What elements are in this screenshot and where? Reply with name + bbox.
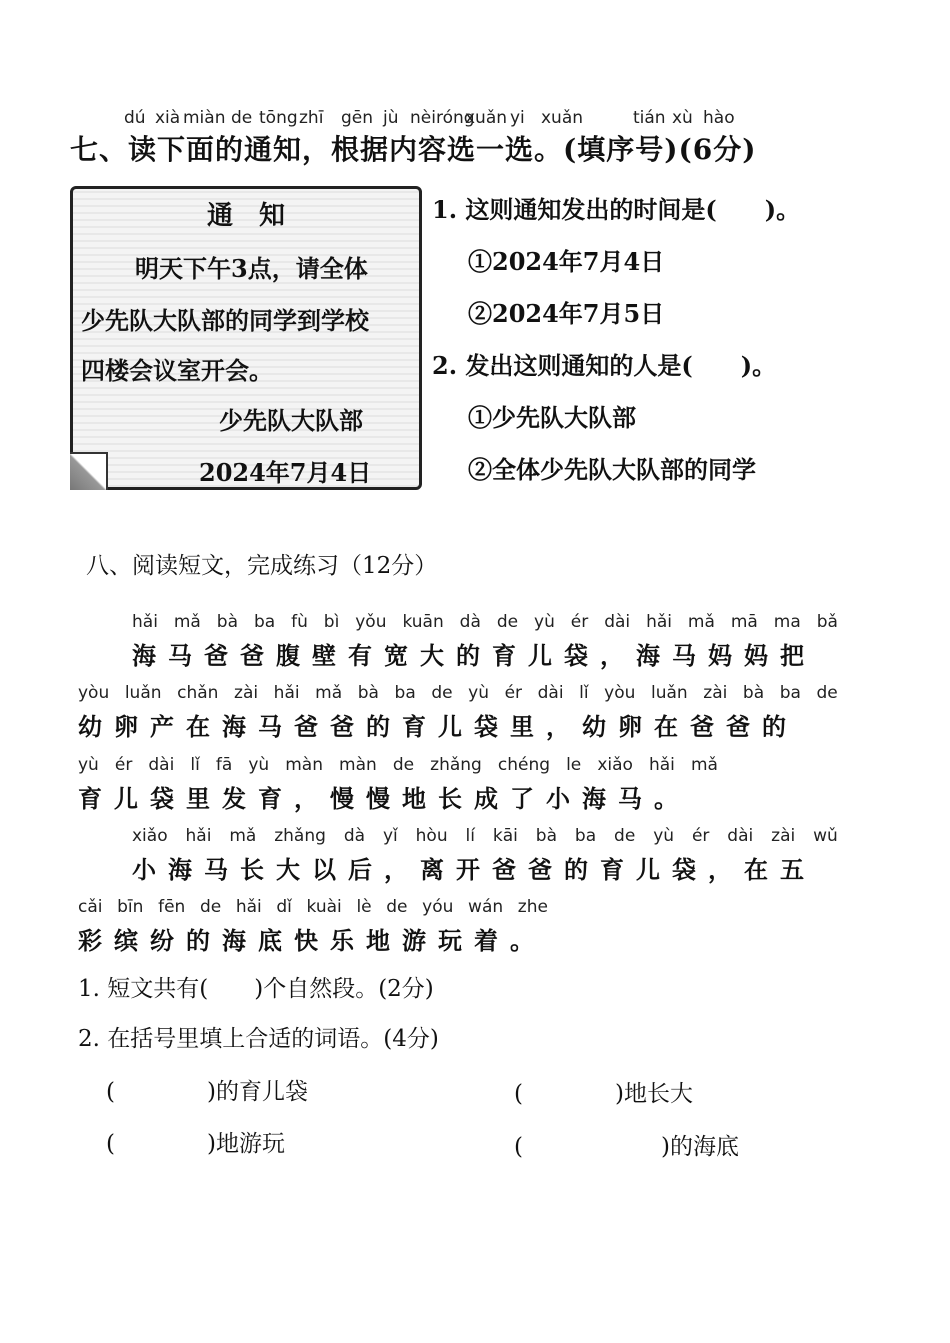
pinyin-syllable: xuǎn — [541, 108, 584, 128]
pinyin-syllable: de — [816, 683, 838, 703]
pinyin-row — [132, 612, 838, 632]
pinyin-syllable: lǐ — [190, 755, 200, 775]
pinyin-syllable: bǎ — [816, 612, 838, 632]
pinyin-syllable: xiǎo — [132, 826, 168, 846]
pinyin-syllable: le — [566, 755, 582, 775]
pinyin-syllable: hǎi — [235, 897, 262, 917]
pinyin-syllable: gēn — [341, 108, 374, 128]
pinyin-syllable: lí — [465, 826, 475, 846]
pinyin-syllable: zhǎng — [274, 826, 326, 846]
pinyin-syllable: dà — [343, 826, 366, 846]
pinyin-syllable: yi — [510, 108, 525, 128]
notice-line: 少先队大队部的同学到学校 — [81, 306, 369, 335]
pinyin-syllable: nèi — [410, 108, 436, 128]
pinyin-syllable: ér — [504, 683, 523, 703]
pinyin-syllable: dài — [148, 755, 175, 775]
section7-title: 七、读下面的通知，根据内容选一选。(填序号)(6分) — [70, 133, 757, 166]
fill-blank-3[interactable]: ( )地游玩 — [106, 1131, 285, 1157]
pinyin-syllable: miàn — [183, 108, 226, 128]
question-1-option-2[interactable]: ②2024年7月5日 — [468, 299, 665, 328]
pinyin-syllable: mǎ — [173, 612, 201, 632]
pinyin-syllable: yù — [468, 683, 489, 703]
pinyin-syllable: ba — [253, 612, 276, 632]
pinyin-syllable: chéng — [497, 755, 551, 775]
pinyin-syllable: mǎ — [229, 826, 257, 846]
pinyin-syllable: chǎn — [177, 683, 219, 703]
question-2-option-1[interactable]: ①少先队大队部 — [468, 403, 636, 432]
passage-line: 幼卵产在海马爸爸的育儿袋里，幼卵在爸爸的 — [78, 712, 798, 741]
pinyin-syllable: yǐ — [382, 826, 398, 846]
question-1-option-1[interactable]: ①2024年7月4日 — [468, 247, 665, 276]
notice-line: 四楼会议室开会。 — [81, 356, 273, 385]
pinyin-syllable: hǎi — [646, 612, 672, 632]
pinyin-syllable: cǎi — [78, 897, 103, 917]
pinyin-syllable: màn — [285, 755, 323, 775]
pinyin-syllable: mǎ — [690, 755, 718, 775]
pinyin-syllable: ér — [114, 755, 133, 775]
page-fold-corner — [70, 452, 108, 490]
pinyin-row — [132, 826, 838, 846]
pinyin-syllable: mā — [730, 612, 758, 632]
pinyin-syllable: yǒu — [355, 612, 387, 632]
pinyin-syllable: tōng — [259, 108, 298, 128]
pinyin-syllable: bà — [535, 826, 557, 846]
pinyin-syllable: wán — [468, 897, 504, 917]
pinyin-syllable: bà — [357, 683, 379, 703]
pinyin-syllable: bīn — [117, 897, 144, 917]
pinyin-syllable: zài — [234, 683, 259, 703]
pinyin-syllable: bà — [742, 683, 765, 703]
fill-blank-4[interactable]: ( )的海底 — [514, 1134, 739, 1160]
pinyin-syllable: hǎi — [185, 826, 212, 846]
pinyin-syllable: xù — [672, 108, 693, 128]
fill-blank-1[interactable]: ( )的育儿袋 — [106, 1079, 308, 1105]
question-2-option-2[interactable]: ②全体少先队大队部的同学 — [468, 455, 756, 484]
pinyin-syllable: fēn — [158, 897, 186, 917]
pinyin-syllable: mǎ — [687, 612, 715, 632]
pinyin-syllable: fù — [291, 612, 308, 632]
pinyin-syllable: xuǎn — [465, 108, 508, 128]
pinyin-syllable: lǐ — [579, 683, 589, 703]
pinyin-syllable: de — [496, 612, 519, 632]
pinyin-syllable: dài — [727, 826, 754, 846]
pinyin-syllable: ér — [570, 612, 589, 632]
pinyin-syllable: yù — [653, 826, 675, 846]
passage-line: 育儿袋里发育，慢慢地长成了小海马。 — [78, 784, 690, 813]
pinyin-syllable: màn — [339, 755, 377, 775]
pinyin-syllable: yù — [248, 755, 270, 775]
pinyin-syllable: luǎn — [124, 683, 162, 703]
pinyin-syllable: dú — [124, 108, 146, 128]
pinyin-syllable: zhe — [517, 897, 548, 917]
pinyin-syllable: yù — [534, 612, 555, 632]
pinyin-syllable: de — [614, 826, 636, 846]
pinyin-syllable: luǎn — [650, 683, 688, 703]
pinyin-syllable: kāi — [492, 826, 518, 846]
pinyin-syllable: hǎi — [132, 612, 158, 632]
pinyin-syllable: de — [199, 897, 222, 917]
pinyin-syllable: yòu — [78, 683, 110, 703]
pinyin-syllable: mǎ — [315, 683, 343, 703]
pinyin-syllable: yòu — [604, 683, 636, 703]
pinyin-syllable: tián — [633, 108, 666, 128]
pinyin-syllable: ér — [691, 826, 710, 846]
pinyin-syllable: ba — [574, 826, 597, 846]
pinyin-syllable: de — [231, 108, 253, 128]
pinyin-syllable: fā — [215, 755, 233, 775]
pinyin-syllable: hǎi — [273, 683, 300, 703]
pinyin-syllable: ba — [779, 683, 801, 703]
pinyin-syllable: bà — [216, 612, 238, 632]
pinyin-syllable: dài — [604, 612, 631, 632]
pinyin-syllable: kuài — [306, 897, 342, 917]
pinyin-syllable: de — [392, 755, 415, 775]
notice-box — [70, 186, 422, 490]
passage-line: 小海马长大以后，离开爸爸的育儿袋，在五 — [132, 855, 816, 884]
pinyin-row — [78, 897, 548, 917]
pinyin-syllable: dǐ — [276, 897, 292, 917]
pinyin-syllable: hòu — [415, 826, 448, 846]
pinyin-syllable: de — [431, 683, 453, 703]
notice-heading: 通 知 — [206, 201, 285, 231]
notice-line: 明天下午3点，请全体 — [135, 254, 368, 283]
pinyin-syllable: hǎi — [648, 755, 675, 775]
pinyin-syllable: dài — [537, 683, 564, 703]
pinyin-syllable: dà — [459, 612, 481, 632]
pinyin-syllable: jù — [383, 108, 399, 128]
pinyin-syllable: kuān — [402, 612, 444, 632]
pinyin-syllable: róng — [436, 108, 475, 128]
pinyin-syllable: wǔ — [813, 826, 838, 846]
pinyin-syllable: ba — [394, 683, 416, 703]
pinyin-syllable: xiǎo — [597, 755, 633, 775]
pinyin-syllable: lè — [356, 897, 372, 917]
question-fill-words: 2. 在括号里填上合适的词语。(4分) — [78, 1026, 439, 1052]
pinyin-syllable: xià — [155, 108, 181, 128]
notice-date: 2024年7月4日 — [199, 458, 372, 487]
pinyin-row — [78, 683, 838, 703]
pinyin-syllable: zhī — [299, 108, 324, 128]
question-paragraph-count: 1. 短文共有( )个自然段。(2分) — [78, 976, 434, 1002]
passage-line: 海马爸爸腹壁有宽大的育儿袋，海马妈妈把 — [132, 641, 816, 670]
notice-signature: 少先队大队部 — [219, 406, 363, 435]
pinyin-syllable: zài — [771, 826, 796, 846]
pinyin-syllable: yóu — [422, 897, 454, 917]
pinyin-syllable: zài — [703, 683, 728, 703]
pinyin-syllable: yù — [78, 755, 99, 775]
fill-blank-2[interactable]: ( )地长大 — [514, 1081, 693, 1107]
pinyin-syllable: hào — [703, 108, 735, 128]
pinyin-syllable: de — [386, 897, 408, 917]
pinyin-row — [78, 755, 718, 775]
question-2-prompt: 2. 发出这则通知的人是( )。 — [432, 351, 777, 380]
question-1-prompt: 1. 这则通知发出的时间是( )。 — [432, 195, 801, 224]
pinyin-syllable: zhǎng — [430, 755, 482, 775]
pinyin-syllable: ma — [773, 612, 801, 632]
passage-line: 彩缤纷的海底快乐地游玩着。 — [78, 926, 546, 955]
section8-title: 八、阅读短文，完成练习（12分） — [86, 553, 438, 579]
pinyin-syllable: bì — [323, 612, 340, 632]
